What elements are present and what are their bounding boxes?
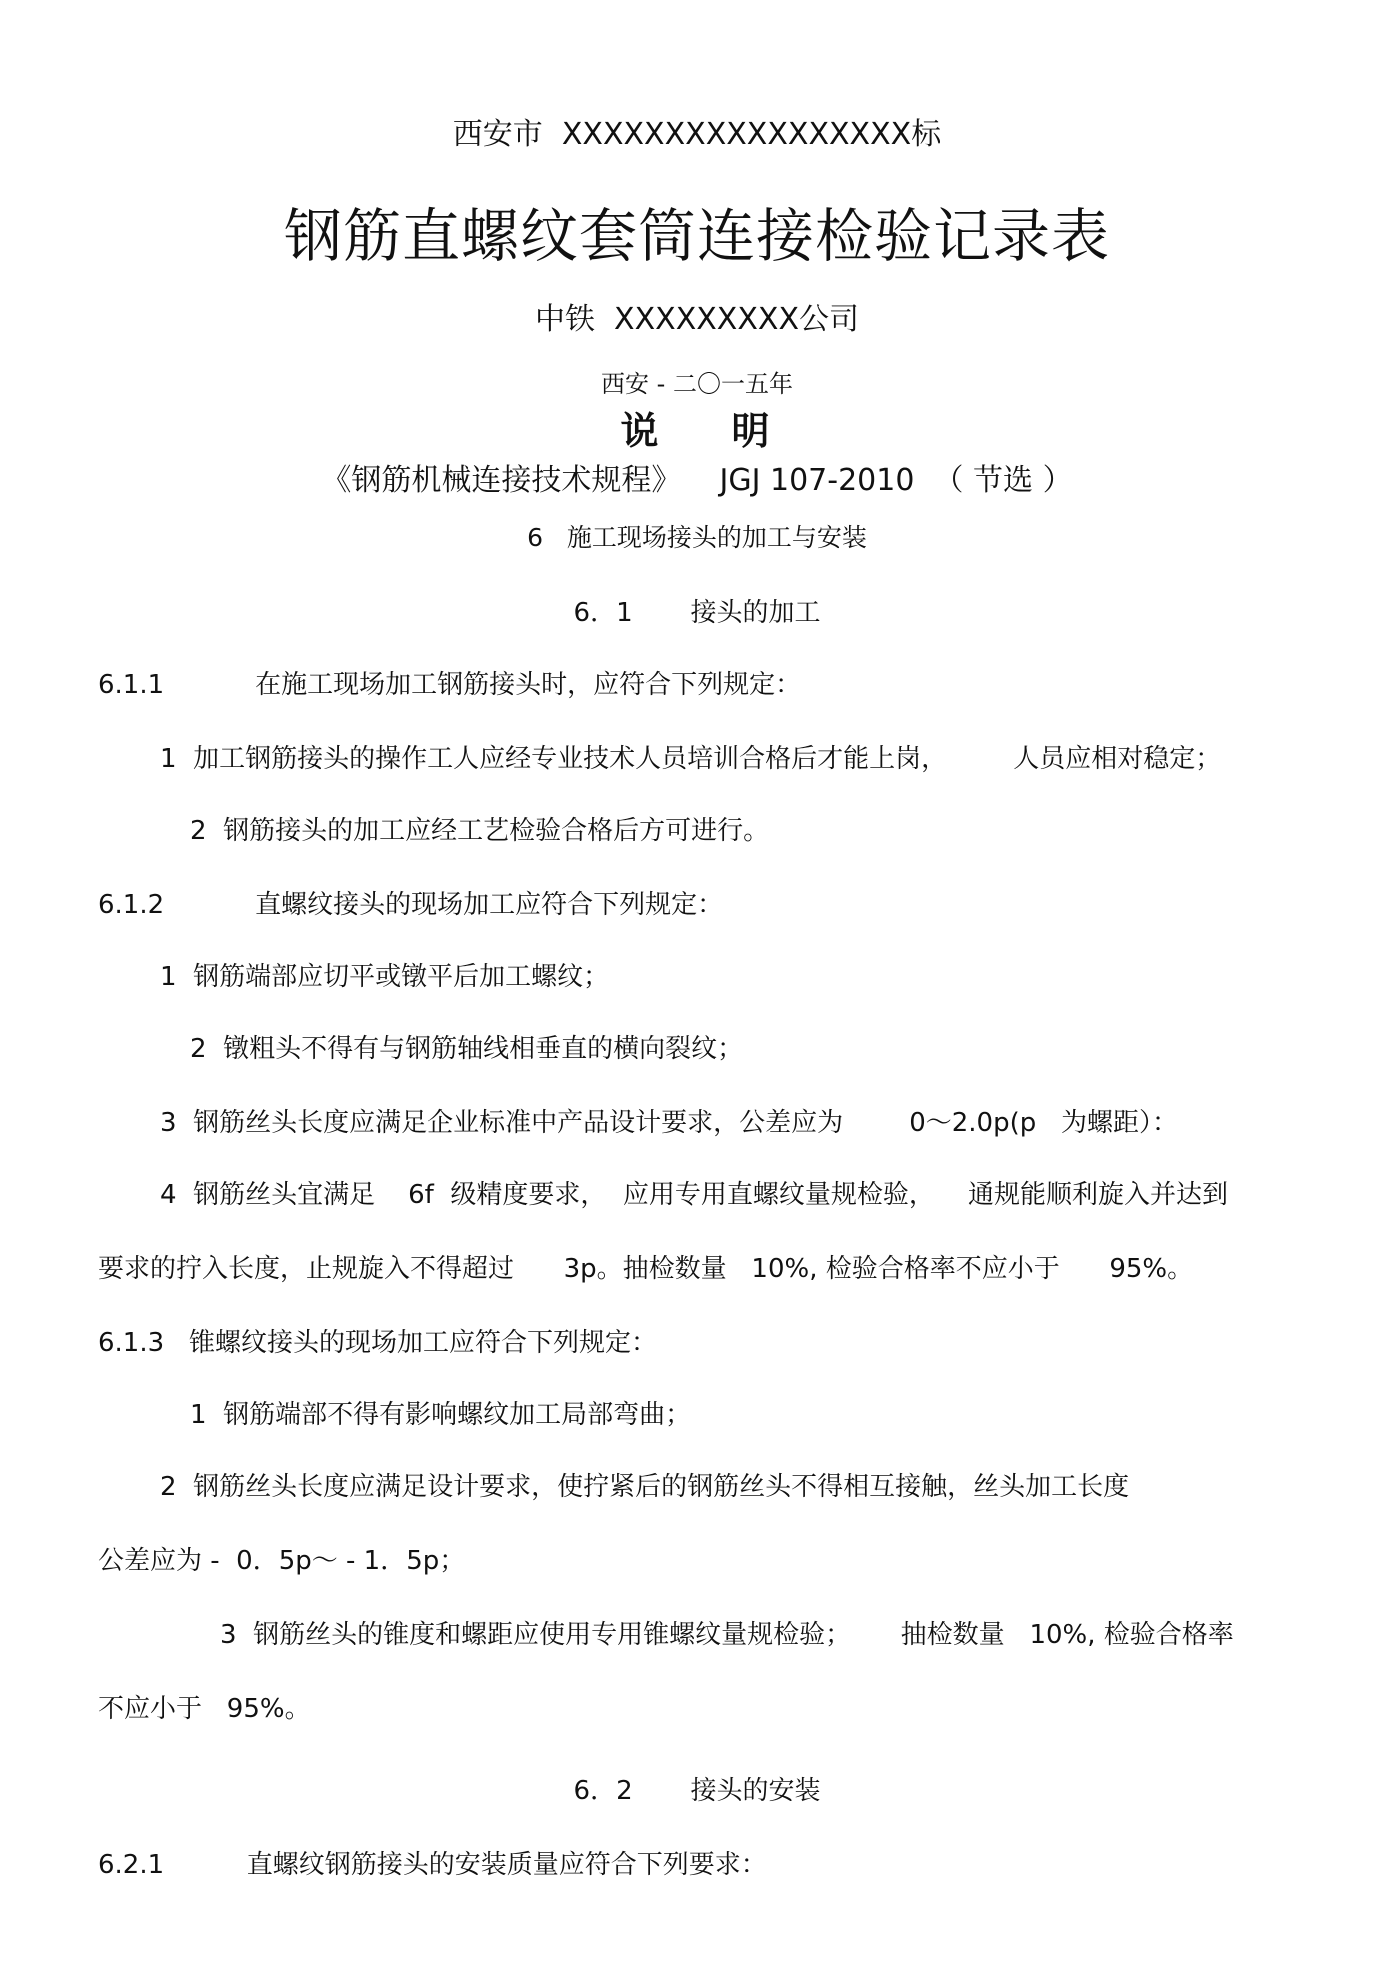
company-name: 中铁 XXXXXXXXX公司	[534, 302, 860, 337]
paragraph: 2 钢筋接头的加工应经工艺检验合格后方可进行。	[190, 816, 770, 846]
paragraph: 不应小于 95%。	[98, 1694, 311, 1724]
paragraph: 1 钢筋端部不得有影响螺纹加工局部弯曲；	[190, 1400, 692, 1430]
section-heading-6-2: 6．2 接头的安装	[573, 1776, 821, 1806]
document-title: 钢筋直螺纹套筒连接检验记录表	[283, 202, 1110, 270]
standard-reference: 《钢筋机械连接技术规程》 JGJ 107-2010 （ 节选 ）	[321, 463, 1073, 498]
place-date: 西安 - 二〇一五年	[601, 370, 793, 398]
project-name: 西安市 XXXXXXXXXXXXXXXXX标	[452, 117, 942, 152]
paragraph: 3 钢筋丝头长度应满足企业标准中产品设计要求，公差应为 0～2.0p(p 为螺距）：	[160, 1108, 1179, 1138]
paragraph: 3 钢筋丝头的锥度和螺距应使用专用锥螺纹量规检验； 抽检数量 10%, 检验合格率	[220, 1620, 1234, 1650]
section-heading-6-1: 6．1 接头的加工	[573, 598, 821, 628]
section-heading-6: 6 施工现场接头的加工与安装	[527, 523, 867, 552]
paragraph: 6.1.1 在施工现场加工钢筋接头时，应符合下列规定：	[98, 670, 802, 700]
paragraph: 6.1.2 直螺纹接头的现场加工应符合下列规定：	[98, 890, 724, 920]
paragraph: 要求的拧入长度，止规旋入不得超过 3p。抽检数量 10%, 检验合格率不应小于 95%。	[98, 1254, 1194, 1284]
paragraph: 1 钢筋端部应切平或镦平后加工螺纹；	[160, 962, 610, 992]
paragraph: 1 加工钢筋接头的操作工人应经专业技术人员培训合格后才能上岗， 人员应相对稳定；	[160, 744, 1222, 774]
paragraph: 6.1.3 锥螺纹接头的现场加工应符合下列规定：	[98, 1328, 657, 1358]
note-heading: 说 明	[620, 409, 774, 453]
paragraph: 6.2.1 直螺纹钢筋接头的安装质量应符合下列要求：	[98, 1850, 767, 1880]
paragraph: 4 钢筋丝头宜满足 6f 级精度要求， 应用专用直螺纹量规检验， 通规能顺利旋入并达到	[160, 1180, 1228, 1210]
paragraph: 2 镦粗头不得有与钢筋轴线相垂直的横向裂纹；	[190, 1034, 744, 1064]
paragraph: 公差应为 - 0．5p～ - 1．5p；	[98, 1546, 466, 1576]
paragraph: 2 钢筋丝头长度应满足设计要求，使拧紧后的钢筋丝头不得相互接触，丝头加工长度	[160, 1472, 1130, 1502]
